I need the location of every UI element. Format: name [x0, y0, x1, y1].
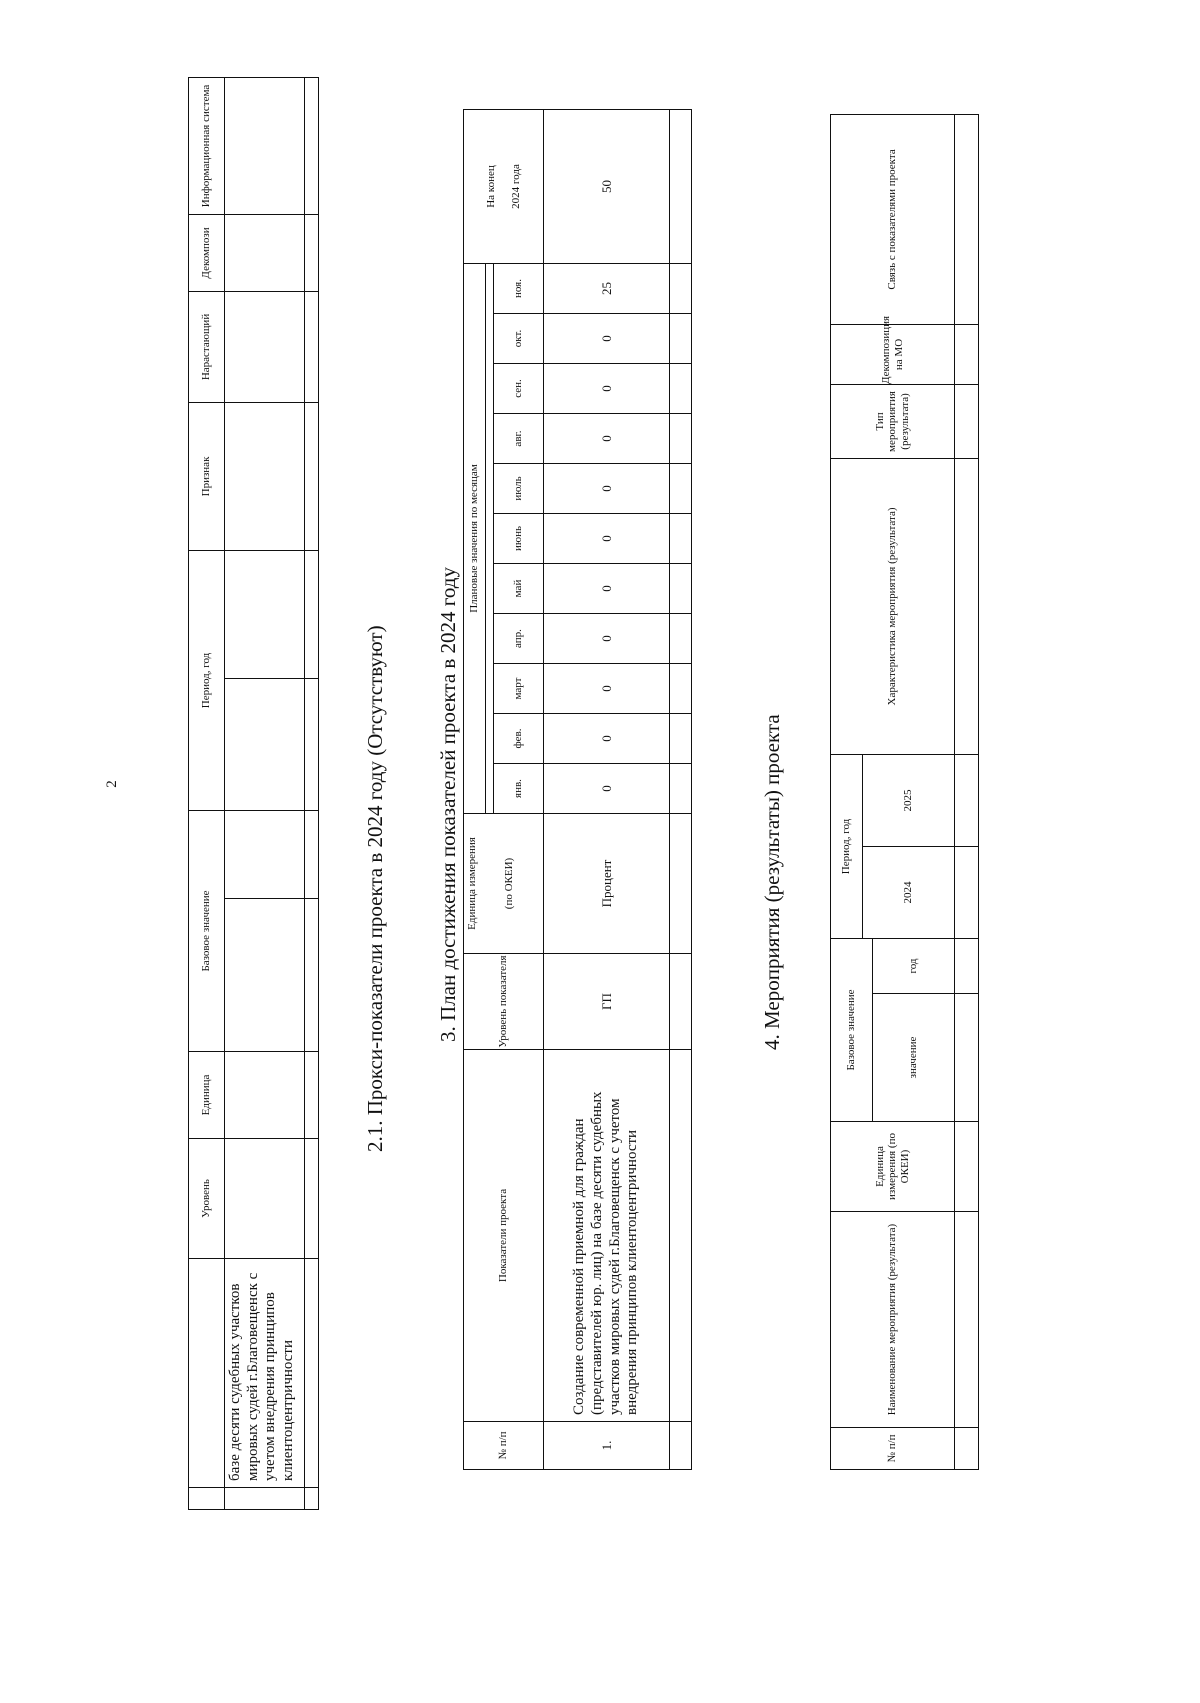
activities-table: [830, 115, 978, 1470]
heading-plan: 3. План достижения показателей проекта в 2024 году: [436, 567, 460, 1042]
header-base-value-year: год: [873, 938, 955, 993]
value-may: 0: [544, 564, 670, 614]
value-mar: 0: [544, 664, 670, 714]
header-year-end-cell: [464, 110, 544, 264]
header-base-value: Базовое значение: [831, 938, 873, 1121]
header-activity-name: Наименование мероприятия (результата): [831, 1212, 955, 1428]
header-okei: (по ОКЕИ): [502, 857, 515, 910]
header-link-to-indicators: Связь с показателями проекта: [831, 114, 955, 324]
header-unit-cell: [464, 814, 544, 954]
header-unit: Единица измерения: [466, 837, 478, 930]
row-indicator-text: базе десяти судебных участков мировых судей г.Благовещенск с учетом внедрения принципов клиентоцентричности: [225, 1259, 305, 1488]
header-cumulative: Нарастающий: [189, 291, 225, 402]
indicators-table-continued: [188, 84, 318, 1510]
header-year-end: На конец: [484, 165, 497, 208]
row-number: 1.: [544, 1422, 670, 1470]
header-unit: Единица: [189, 1052, 225, 1139]
header-attribute: Признак: [189, 402, 225, 550]
header-decomposition: Декомпози: [189, 214, 225, 291]
month-oct: окт.: [494, 314, 544, 364]
value-oct: 0: [544, 314, 670, 364]
month-may: май: [494, 564, 544, 614]
header-decomposition: Декомпозиция на МО: [831, 324, 955, 384]
value-jun: 0: [544, 514, 670, 564]
header-unit: Единица измерения (по ОКЕИ): [831, 1122, 955, 1212]
month-jun: июнь: [494, 514, 544, 564]
header-level: Уровень: [189, 1139, 225, 1259]
month-feb: фев.: [494, 714, 544, 764]
value-nov: 25: [544, 264, 670, 314]
value-aug: 0: [544, 414, 670, 464]
row-unit: Процент: [544, 814, 670, 954]
month-jan: янв.: [494, 764, 544, 814]
value-jul: 0: [544, 464, 670, 514]
header-info-system: Информационная система: [189, 77, 225, 214]
month-jul: июль: [494, 464, 544, 514]
month-apr: апр.: [494, 614, 544, 664]
header-base-value: Базовое значение: [189, 810, 225, 1051]
row-level: ГП: [544, 954, 670, 1050]
header-number: № п/п: [831, 1428, 955, 1470]
header-year-end-year: 2024 года: [509, 164, 522, 209]
value-feb: 0: [544, 714, 670, 764]
heading-proxy-indicators: 2.1. Прокси-показатели проекта в 2024 году (Отсутствуют): [363, 625, 387, 1152]
header-period: Период, год: [831, 754, 863, 938]
plan-table: [463, 110, 691, 1470]
month-nov: ноя.: [494, 264, 544, 314]
header-indicator-level: Уровень показателя: [464, 954, 544, 1050]
header-base-value-value: значение: [873, 994, 955, 1122]
month-mar: март: [494, 664, 544, 714]
header-year-2025: 2025: [863, 754, 955, 846]
value-apr: 0: [544, 614, 670, 664]
value-sep: 0: [544, 364, 670, 414]
header-monthly-plan: Плановые значения по месяцам: [464, 264, 486, 814]
header-activity-type: Тип мероприятия (результата): [831, 384, 955, 458]
value-year-end: 50: [544, 110, 670, 264]
header-year-2024: 2024: [863, 846, 955, 938]
row-indicator-name: Создание современной приемной для граждан (представителей юр. лиц) на базе десяти судебных участков мировых судей г.Благовещенск с учетом внедрения принципов клиентоцентричности: [544, 1050, 670, 1422]
header-period: Период, год: [189, 550, 225, 810]
header-project-indicators: Показатели проекта: [464, 1050, 544, 1422]
heading-activities: 4. Мероприятия (результаты) проекта: [760, 714, 784, 1050]
header-number: № п/п: [464, 1422, 544, 1470]
page-number: 2: [104, 780, 120, 788]
month-aug: авг.: [494, 414, 544, 464]
value-jan: 0: [544, 764, 670, 814]
month-sep: сен.: [494, 364, 544, 414]
header-activity-characteristic: Характеристика мероприятия (результата): [831, 458, 955, 754]
